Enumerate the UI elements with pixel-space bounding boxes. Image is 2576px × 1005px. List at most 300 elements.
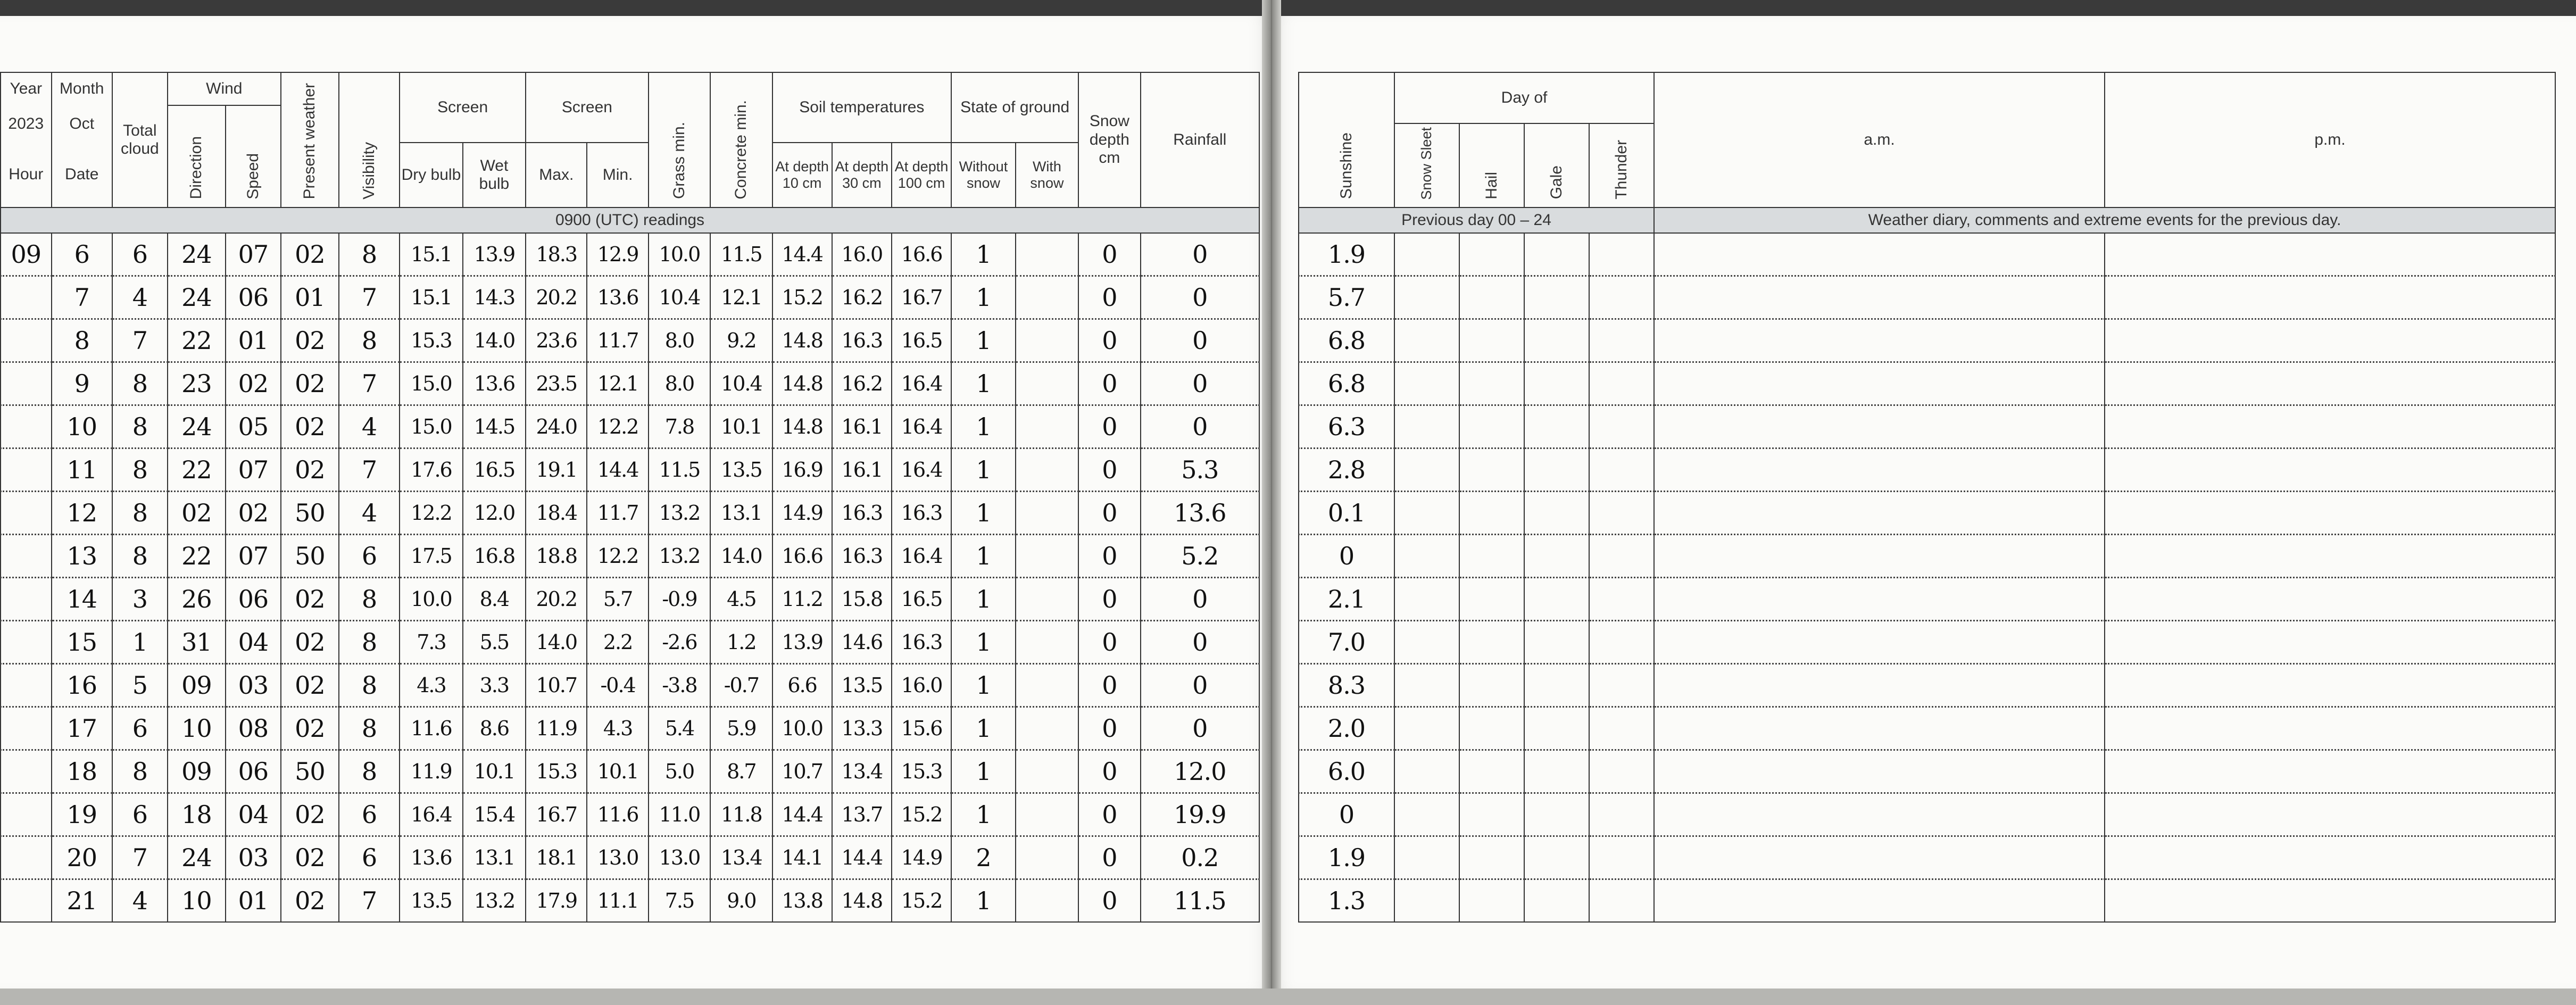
min-temp-cell: 13.0 bbox=[587, 836, 648, 879]
soil-10cm-cell: 14.8 bbox=[772, 362, 832, 405]
visibility-cell: 8 bbox=[339, 664, 400, 707]
hour-cell bbox=[1, 448, 52, 492]
visibility-cell: 7 bbox=[339, 448, 400, 492]
soil-100cm-cell: 16.4 bbox=[892, 535, 951, 578]
table-row bbox=[1, 707, 1259, 750]
min-temp-cell: 11.7 bbox=[587, 319, 648, 362]
wind-speed-cell: 02 bbox=[226, 362, 281, 405]
soil-30cm-cell: 14.4 bbox=[832, 836, 892, 879]
grass-min-cell: 7.8 bbox=[649, 405, 710, 448]
snow-sleet-cell bbox=[1394, 793, 1459, 836]
soil-100cm-cell: 16.5 bbox=[892, 319, 951, 362]
pm-diary-cell bbox=[2105, 836, 2555, 879]
thunder-cell bbox=[1589, 578, 1654, 621]
top-edge bbox=[0, 0, 2576, 17]
snow-sleet-cell bbox=[1394, 836, 1459, 879]
am-diary-cell bbox=[1654, 707, 2105, 750]
diary-row bbox=[1299, 448, 2555, 492]
pm-diary-cell bbox=[2105, 233, 2555, 276]
soil-10cm-cell: 11.2 bbox=[772, 578, 832, 621]
visibility-cell: 7 bbox=[339, 276, 400, 319]
soil-10cm-cell: 16.9 bbox=[772, 448, 832, 492]
rainfall-cell: 12.0 bbox=[1141, 750, 1259, 793]
present-weather-cell: 02 bbox=[281, 233, 339, 276]
table-row bbox=[1, 879, 1259, 923]
hour-header: Hour bbox=[1, 143, 52, 207]
thunder-cell bbox=[1589, 233, 1654, 276]
max-temp-cell: 20.2 bbox=[526, 276, 587, 319]
soil-100cm-cell: 15.2 bbox=[892, 793, 951, 836]
wet-bulb-cell: 5.5 bbox=[463, 621, 526, 664]
min-temp-cell: 5.7 bbox=[587, 578, 648, 621]
day-of-header: Day of bbox=[1394, 72, 1654, 123]
diary-row bbox=[1299, 578, 2555, 621]
wet-bulb-cell: 13.1 bbox=[463, 836, 526, 879]
year-header: Year bbox=[1, 72, 52, 105]
snow-sleet-cell bbox=[1394, 750, 1459, 793]
ground-with-snow-cell bbox=[1016, 276, 1078, 319]
grass-min-cell: -3.8 bbox=[649, 664, 710, 707]
wind-speed-cell: 07 bbox=[226, 535, 281, 578]
grass-min-cell: 10.4 bbox=[649, 276, 710, 319]
sunshine-header: Sunshine bbox=[1299, 72, 1394, 207]
diary-row bbox=[1299, 621, 2555, 664]
readings-band: 0900 (UTC) readings bbox=[1, 207, 1259, 233]
readings-table bbox=[0, 72, 1260, 923]
sunshine-cell: 2.8 bbox=[1299, 448, 1394, 492]
wind-direction-cell: 23 bbox=[168, 362, 226, 405]
sunshine-cell: 2.1 bbox=[1299, 578, 1394, 621]
pm-diary-cell bbox=[2105, 621, 2555, 664]
soil-100cm-cell: 15.2 bbox=[892, 879, 951, 923]
date-cell: 6 bbox=[52, 233, 112, 276]
hail-cell bbox=[1459, 233, 1524, 276]
thunder-cell bbox=[1589, 879, 1654, 923]
rainfall-cell: 0 bbox=[1141, 664, 1259, 707]
snow-sleet-cell bbox=[1394, 578, 1459, 621]
min-temp-cell: 11.7 bbox=[587, 492, 648, 535]
concrete-min-cell: 11.5 bbox=[710, 233, 772, 276]
snow-depth-cell: 0 bbox=[1078, 621, 1140, 664]
ground-without-snow-cell: 1 bbox=[951, 233, 1016, 276]
soil-30cm-cell: 13.7 bbox=[832, 793, 892, 836]
visibility-cell: 8 bbox=[339, 233, 400, 276]
wind-speed-cell: 05 bbox=[226, 405, 281, 448]
wind-speed-cell: 04 bbox=[226, 621, 281, 664]
ground-with-snow-cell bbox=[1016, 535, 1078, 578]
pm-diary-cell bbox=[2105, 492, 2555, 535]
state-of-ground-header: State of ground bbox=[951, 72, 1078, 143]
thunder-cell bbox=[1589, 535, 1654, 578]
wet-bulb-cell: 13.6 bbox=[463, 362, 526, 405]
thunder-cell bbox=[1589, 492, 1654, 535]
grass-min-cell: 5.4 bbox=[649, 707, 710, 750]
wind-speed-cell: 04 bbox=[226, 793, 281, 836]
soil-temperatures-header: Soil temperatures bbox=[772, 72, 952, 143]
gale-cell bbox=[1524, 448, 1589, 492]
gale-cell bbox=[1524, 836, 1589, 879]
grass-min-cell: 5.0 bbox=[649, 750, 710, 793]
snow-depth-cell: 0 bbox=[1078, 879, 1140, 923]
sunshine-cell: 7.0 bbox=[1299, 621, 1394, 664]
visibility-cell: 4 bbox=[339, 492, 400, 535]
date-cell: 11 bbox=[52, 448, 112, 492]
max-temp-cell: 19.1 bbox=[526, 448, 587, 492]
ground-with-snow-cell bbox=[1016, 664, 1078, 707]
diary-row bbox=[1299, 233, 2555, 276]
visibility-cell: 6 bbox=[339, 793, 400, 836]
gale-cell bbox=[1524, 621, 1589, 664]
concrete-min-cell: -0.7 bbox=[710, 664, 772, 707]
soil-100cm-cell: 16.7 bbox=[892, 276, 951, 319]
soil-30cm-cell: 14.6 bbox=[832, 621, 892, 664]
bottom-edge bbox=[0, 989, 2576, 1005]
rainfall-cell: 0 bbox=[1141, 621, 1259, 664]
gale-cell bbox=[1524, 319, 1589, 362]
year-value: 2023 bbox=[1, 105, 52, 143]
diary-row bbox=[1299, 879, 2555, 923]
snow-depth-cell: 0 bbox=[1078, 276, 1140, 319]
hour-cell bbox=[1, 750, 52, 793]
gale-cell bbox=[1524, 233, 1589, 276]
wind-speed-cell: 06 bbox=[226, 578, 281, 621]
with-snow-header: With snow bbox=[1016, 143, 1078, 207]
soil-30cm-cell: 13.4 bbox=[832, 750, 892, 793]
snow-depth-cell: 0 bbox=[1078, 707, 1140, 750]
soil-10cm-cell: 13.9 bbox=[772, 621, 832, 664]
max-temp-cell: 24.0 bbox=[526, 405, 587, 448]
am-diary-cell bbox=[1654, 319, 2105, 362]
hour-cell bbox=[1, 535, 52, 578]
previous-day-band: Previous day 00 – 24 bbox=[1299, 207, 1654, 233]
soil-10cm-cell: 14.4 bbox=[772, 233, 832, 276]
rainfall-cell: 0 bbox=[1141, 707, 1259, 750]
sunshine-cell: 5.7 bbox=[1299, 276, 1394, 319]
ground-with-snow-cell bbox=[1016, 233, 1078, 276]
wind-direction-cell: 10 bbox=[168, 707, 226, 750]
snow-sleet-cell bbox=[1394, 319, 1459, 362]
book-gutter bbox=[1262, 0, 1281, 1005]
soil-100cm-header: At depth 100 cm bbox=[892, 143, 951, 207]
sunshine-cell: 1.3 bbox=[1299, 879, 1394, 923]
soil-100cm-cell: 16.4 bbox=[892, 448, 951, 492]
dry-bulb-cell: 15.3 bbox=[400, 319, 462, 362]
sunshine-cell: 0.1 bbox=[1299, 492, 1394, 535]
ground-with-snow-cell bbox=[1016, 879, 1078, 923]
diary-row bbox=[1299, 664, 2555, 707]
date-cell: 15 bbox=[52, 621, 112, 664]
ground-without-snow-cell: 1 bbox=[951, 621, 1016, 664]
am-diary-cell bbox=[1654, 578, 2105, 621]
rainfall-cell: 19.9 bbox=[1141, 793, 1259, 836]
soil-100cm-cell: 16.4 bbox=[892, 405, 951, 448]
soil-30cm-cell: 13.5 bbox=[832, 664, 892, 707]
thunder-cell bbox=[1589, 362, 1654, 405]
table-row bbox=[1, 578, 1259, 621]
dry-bulb-cell: 12.2 bbox=[400, 492, 462, 535]
concrete-min-cell: 5.9 bbox=[710, 707, 772, 750]
month-value: Oct bbox=[52, 105, 112, 143]
wind-speed-cell: 03 bbox=[226, 836, 281, 879]
ground-with-snow-cell bbox=[1016, 492, 1078, 535]
screen-header-2: Screen bbox=[526, 72, 649, 143]
gale-cell bbox=[1524, 362, 1589, 405]
wet-bulb-cell: 16.5 bbox=[463, 448, 526, 492]
weather-diary-band: Weather diary, comments and extreme events for the previous day. bbox=[1654, 207, 2555, 233]
total-cloud-cell: 8 bbox=[112, 492, 168, 535]
pm-diary-cell bbox=[2105, 535, 2555, 578]
wind-direction-cell: 22 bbox=[168, 448, 226, 492]
grass-min-cell: 8.0 bbox=[649, 362, 710, 405]
am-diary-cell bbox=[1654, 836, 2105, 879]
max-temp-cell: 23.6 bbox=[526, 319, 587, 362]
visibility-cell: 4 bbox=[339, 405, 400, 448]
hour-cell bbox=[1, 793, 52, 836]
diary-row bbox=[1299, 707, 2555, 750]
thunder-cell bbox=[1589, 836, 1654, 879]
ground-with-snow-cell bbox=[1016, 621, 1078, 664]
hail-cell bbox=[1459, 664, 1524, 707]
diary-table bbox=[1298, 72, 2556, 923]
table-row bbox=[1, 448, 1259, 492]
soil-100cm-cell: 16.5 bbox=[892, 578, 951, 621]
present-weather-cell: 50 bbox=[281, 492, 339, 535]
wind-direction-cell: 24 bbox=[168, 405, 226, 448]
wet-bulb-cell: 8.4 bbox=[463, 578, 526, 621]
ground-with-snow-cell bbox=[1016, 750, 1078, 793]
max-temp-cell: 14.0 bbox=[526, 621, 587, 664]
ground-without-snow-cell: 1 bbox=[951, 276, 1016, 319]
ground-with-snow-cell bbox=[1016, 578, 1078, 621]
visibility-cell: 7 bbox=[339, 879, 400, 923]
am-diary-cell bbox=[1654, 535, 2105, 578]
max-temp-cell: 18.1 bbox=[526, 836, 587, 879]
dry-bulb-cell: 11.9 bbox=[400, 750, 462, 793]
date-cell: 8 bbox=[52, 319, 112, 362]
soil-10cm-cell: 16.6 bbox=[772, 535, 832, 578]
wet-bulb-header: Wet bulb bbox=[463, 143, 526, 207]
snow-sleet-cell bbox=[1394, 233, 1459, 276]
rainfall-header: Rainfall bbox=[1141, 72, 1259, 207]
present-weather-cell: 50 bbox=[281, 535, 339, 578]
wet-bulb-cell: 15.4 bbox=[463, 793, 526, 836]
thunder-cell bbox=[1589, 621, 1654, 664]
gale-cell bbox=[1524, 535, 1589, 578]
gale-cell bbox=[1524, 707, 1589, 750]
snow-depth-cell: 0 bbox=[1078, 535, 1140, 578]
min-temp-cell: 12.9 bbox=[587, 233, 648, 276]
snow-sleet-cell bbox=[1394, 664, 1459, 707]
am-diary-cell bbox=[1654, 750, 2105, 793]
concrete-min-cell: 10.1 bbox=[710, 405, 772, 448]
dry-bulb-cell: 16.4 bbox=[400, 793, 462, 836]
soil-100cm-cell: 14.9 bbox=[892, 836, 951, 879]
wind-direction-cell: 26 bbox=[168, 578, 226, 621]
total-cloud-header: Total cloud bbox=[112, 72, 168, 207]
soil-100cm-cell: 16.4 bbox=[892, 362, 951, 405]
max-temp-cell: 17.9 bbox=[526, 879, 587, 923]
total-cloud-cell: 3 bbox=[112, 578, 168, 621]
pm-diary-cell bbox=[2105, 448, 2555, 492]
soil-100cm-cell: 16.0 bbox=[892, 664, 951, 707]
snow-depth-header: Snow depth cm bbox=[1078, 72, 1140, 207]
soil-10cm-cell: 14.8 bbox=[772, 405, 832, 448]
present-weather-cell: 02 bbox=[281, 362, 339, 405]
soil-30cm-cell: 16.3 bbox=[832, 535, 892, 578]
present-weather-cell: 02 bbox=[281, 405, 339, 448]
table-row bbox=[1, 362, 1259, 405]
ground-without-snow-cell: 1 bbox=[951, 319, 1016, 362]
rainfall-cell: 5.3 bbox=[1141, 448, 1259, 492]
gale-cell bbox=[1524, 793, 1589, 836]
snow-sleet-header: Snow Sleet bbox=[1394, 123, 1459, 207]
soil-100cm-cell: 16.6 bbox=[892, 233, 951, 276]
min-temp-cell: 12.2 bbox=[587, 535, 648, 578]
concrete-min-cell: 9.2 bbox=[710, 319, 772, 362]
date-cell: 16 bbox=[52, 664, 112, 707]
sunshine-cell: 2.0 bbox=[1299, 707, 1394, 750]
ground-with-snow-cell bbox=[1016, 448, 1078, 492]
wind-header: Wind bbox=[168, 72, 281, 105]
am-diary-cell bbox=[1654, 879, 2105, 923]
hail-header: Hail bbox=[1459, 123, 1524, 207]
visibility-cell: 8 bbox=[339, 707, 400, 750]
snow-sleet-cell bbox=[1394, 448, 1459, 492]
soil-10cm-cell: 14.1 bbox=[772, 836, 832, 879]
pm-diary-cell bbox=[2105, 793, 2555, 836]
min-temp-cell: 10.1 bbox=[587, 750, 648, 793]
rainfall-cell: 0 bbox=[1141, 405, 1259, 448]
pm-diary-cell bbox=[2105, 664, 2555, 707]
ground-with-snow-cell bbox=[1016, 319, 1078, 362]
date-cell: 7 bbox=[52, 276, 112, 319]
wind-direction-cell: 22 bbox=[168, 535, 226, 578]
soil-10cm-cell: 14.8 bbox=[772, 319, 832, 362]
hour-cell bbox=[1, 879, 52, 923]
ground-without-snow-cell: 1 bbox=[951, 664, 1016, 707]
present-weather-cell: 02 bbox=[281, 621, 339, 664]
hour-cell bbox=[1, 405, 52, 448]
thunder-cell bbox=[1589, 793, 1654, 836]
dry-bulb-cell: 10.0 bbox=[400, 578, 462, 621]
hour-cell bbox=[1, 621, 52, 664]
ground-without-snow-cell: 1 bbox=[951, 362, 1016, 405]
gale-cell bbox=[1524, 879, 1589, 923]
concrete-min-cell: 12.1 bbox=[710, 276, 772, 319]
wind-speed-cell: 01 bbox=[226, 319, 281, 362]
table-row bbox=[1, 233, 1259, 276]
thunder-cell bbox=[1589, 750, 1654, 793]
speed-header: Speed bbox=[226, 105, 281, 207]
grass-min-cell: 13.0 bbox=[649, 836, 710, 879]
thunder-cell bbox=[1589, 405, 1654, 448]
snow-sleet-cell bbox=[1394, 621, 1459, 664]
wind-direction-cell: 24 bbox=[168, 276, 226, 319]
max-temp-cell: 20.2 bbox=[526, 578, 587, 621]
concrete-min-cell: 14.0 bbox=[710, 535, 772, 578]
date-cell: 18 bbox=[52, 750, 112, 793]
soil-30cm-cell: 16.2 bbox=[832, 362, 892, 405]
ground-without-snow-cell: 1 bbox=[951, 492, 1016, 535]
grass-min-cell: -0.9 bbox=[649, 578, 710, 621]
gale-cell bbox=[1524, 405, 1589, 448]
date-cell: 17 bbox=[52, 707, 112, 750]
hour-cell: 09 bbox=[1, 233, 52, 276]
date-cell: 12 bbox=[52, 492, 112, 535]
rainfall-cell: 0 bbox=[1141, 233, 1259, 276]
max-temp-cell: 15.3 bbox=[526, 750, 587, 793]
total-cloud-cell: 1 bbox=[112, 621, 168, 664]
min-temp-cell: 12.1 bbox=[587, 362, 648, 405]
sunshine-cell: 6.0 bbox=[1299, 750, 1394, 793]
wind-direction-cell: 24 bbox=[168, 836, 226, 879]
snow-depth-cell: 0 bbox=[1078, 448, 1140, 492]
soil-10cm-cell: 10.7 bbox=[772, 750, 832, 793]
wet-bulb-cell: 14.3 bbox=[463, 276, 526, 319]
hail-cell bbox=[1459, 362, 1524, 405]
direction-header: Direction bbox=[168, 105, 226, 207]
ground-with-snow-cell bbox=[1016, 405, 1078, 448]
hail-cell bbox=[1459, 707, 1524, 750]
ground-without-snow-cell: 1 bbox=[951, 448, 1016, 492]
dry-bulb-header: Dry bulb bbox=[400, 143, 462, 207]
gale-header: Gale bbox=[1524, 123, 1589, 207]
present-weather-cell: 01 bbox=[281, 276, 339, 319]
thunder-cell bbox=[1589, 276, 1654, 319]
total-cloud-cell: 5 bbox=[112, 664, 168, 707]
snow-sleet-cell bbox=[1394, 362, 1459, 405]
soil-30cm-cell: 16.1 bbox=[832, 448, 892, 492]
am-diary-cell bbox=[1654, 362, 2105, 405]
dry-bulb-cell: 11.6 bbox=[400, 707, 462, 750]
diary-row bbox=[1299, 793, 2555, 836]
min-temp-cell: 2.2 bbox=[587, 621, 648, 664]
wet-bulb-cell: 12.0 bbox=[463, 492, 526, 535]
ground-without-snow-cell: 1 bbox=[951, 535, 1016, 578]
ground-without-snow-cell: 1 bbox=[951, 405, 1016, 448]
table-row bbox=[1, 492, 1259, 535]
date-cell: 9 bbox=[52, 362, 112, 405]
am-diary-cell bbox=[1654, 448, 2105, 492]
concrete-min-cell: 13.1 bbox=[710, 492, 772, 535]
ground-without-snow-cell: 1 bbox=[951, 879, 1016, 923]
diary-row bbox=[1299, 319, 2555, 362]
wind-direction-cell: 10 bbox=[168, 879, 226, 923]
sunshine-cell: 0 bbox=[1299, 535, 1394, 578]
grass-min-cell: 11.5 bbox=[649, 448, 710, 492]
dry-bulb-cell: 17.5 bbox=[400, 535, 462, 578]
visibility-cell: 8 bbox=[339, 621, 400, 664]
date-cell: 14 bbox=[52, 578, 112, 621]
wind-speed-cell: 08 bbox=[226, 707, 281, 750]
thunder-header: Thunder bbox=[1589, 123, 1654, 207]
hour-cell bbox=[1, 836, 52, 879]
hail-cell bbox=[1459, 492, 1524, 535]
grass-min-cell: 13.2 bbox=[649, 492, 710, 535]
pm-diary-cell bbox=[2105, 319, 2555, 362]
soil-30cm-cell: 16.3 bbox=[832, 319, 892, 362]
hour-cell bbox=[1, 319, 52, 362]
sunshine-cell: 6.8 bbox=[1299, 362, 1394, 405]
thunder-cell bbox=[1589, 319, 1654, 362]
soil-30cm-cell: 15.8 bbox=[832, 578, 892, 621]
total-cloud-cell: 6 bbox=[112, 707, 168, 750]
hour-cell bbox=[1, 276, 52, 319]
present-weather-cell: 02 bbox=[281, 448, 339, 492]
am-diary-cell bbox=[1654, 405, 2105, 448]
concrete-min-cell: 11.8 bbox=[710, 793, 772, 836]
max-temp-cell: 11.9 bbox=[526, 707, 587, 750]
